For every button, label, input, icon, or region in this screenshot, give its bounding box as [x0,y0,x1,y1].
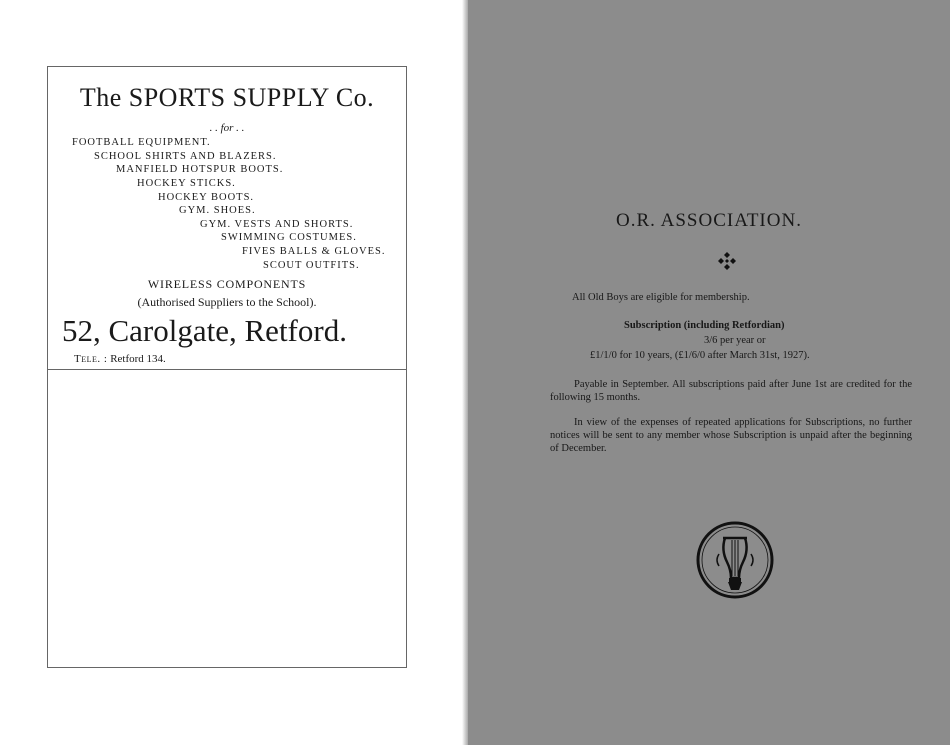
right-page [468,0,950,745]
eligibility-text: All Old Boys are eligible for membership. [572,292,750,303]
association-title: O.R. ASSOCIATION. [616,210,802,231]
product-item: GYM. SHOES. [179,205,256,216]
for-line: . . for . . [209,122,245,134]
product-item: MANFIELD HOTSPUR BOOTS. [116,164,284,175]
subscription-heading: Subscription (including Retfordian) [624,320,785,331]
renewal-notice: In view of the expenses of repeated applications for Subscriptions, no further notices will be sent to any member whose Subscription is unpaid after the beginning of December. [550,417,912,454]
product-item: FIVES BALLS & GLOVES. [242,246,386,257]
rate-line: £1/1/0 for 10 years, (£1/6/0 after March 31st, 1927). [590,350,810,361]
product-item: HOCKEY STICKS. [137,178,236,189]
advertisement-box [47,66,407,668]
left-page [0,0,468,745]
authorised-note: (Authorised Suppliers to the School). [137,295,317,309]
divider-line [48,369,406,370]
telephone-number: Retford 134. [110,353,166,365]
wireless-heading: WIRELESS COMPONENTS [147,277,307,291]
product-item: GYM. VESTS AND SHORTS. [200,219,354,230]
payment-note: Payable in September. All subscriptions paid after June 1st are credited for the following 15 months. [550,379,912,403]
product-item: SWIMMING COSTUMES. [221,232,357,243]
shop-address: 52, Carolgate, Retford. [62,313,347,348]
product-item: FOOTBALL EQUIPMENT. [72,137,211,148]
diamond-cluster-ornament-icon [716,250,738,272]
product-item: SCOUT OUTFITS. [263,260,360,271]
product-item: HOCKEY BOOTS. [158,192,255,203]
lyre-emblem-icon [695,520,775,600]
product-item: SCHOOL SHIRTS AND BLAZERS. [94,151,277,162]
company-name: The SPORTS SUPPLY Co. [79,83,375,112]
telephone [74,353,166,365]
rate-line: 3/6 per year or [704,335,766,346]
telephone-label: Tele. : [74,353,108,365]
